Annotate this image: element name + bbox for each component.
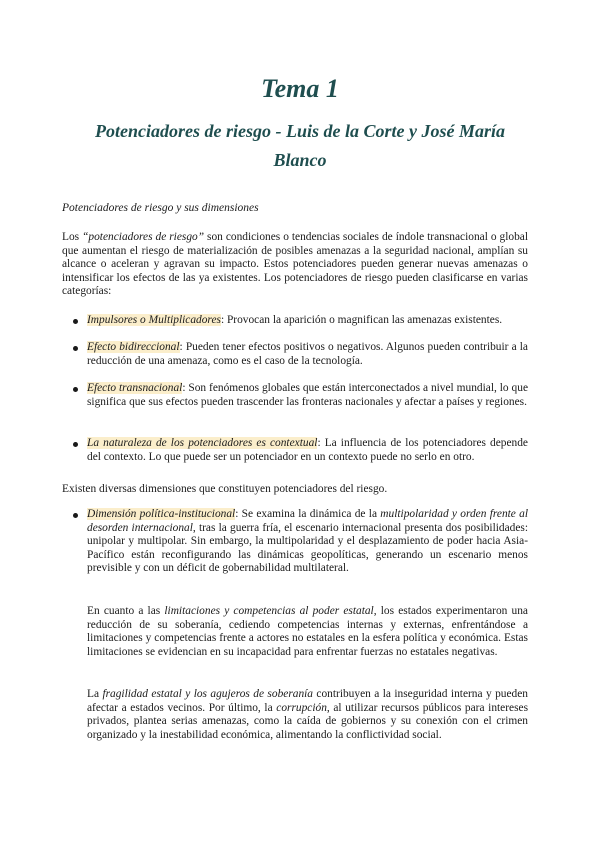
intro-text-2: son condiciones o tendencias sociales de índole transnacional o global que aumentan el riesgo de materialización de posibles amenazas a la seguridad nacional, amplían su alcance o aceleran y agravan su impacto. Estos potenciadores pueden generar nuevas amenazas o intensificar los efectos de las ya existentes. Los potenciadores de riesgo pueden clasificarse en varias categorías: <box>62 231 528 298</box>
bullet-icon <box>73 513 78 518</box>
category-text: : Son fenómenos globales que están interconectados a nivel mundial, lo que significa que sus efectos pueden trascender las fronteras nacionales y afectar a países y regiones. <box>87 382 528 408</box>
dimension-text-2: , tras la guerra fría, el escenario internacional presenta dos posibilidades: unipolar y multipolar. Sin embargo, la multipolaridad y el desplazamiento de poder hacia Asia-Pacífico están reconfigurando las dinámicas geopolíticas, generando un escenario menos previsible y con un déficit de gobernabilidad multilateral. <box>87 521 528 575</box>
page-title: Tema 1 <box>261 74 339 103</box>
category-text: : Pueden tener efectos positivos o negativos. Algunos pueden contribuir a la reducción de una amenaza, como es el caso de la tecnología. <box>87 341 528 367</box>
list-item <box>62 314 528 328</box>
bullet-icon <box>73 387 78 392</box>
list-item <box>62 437 528 464</box>
page-subtitle: Potenciadores de riesgo - Luis de la Corte y José María Blanco <box>95 121 505 170</box>
paragraph-fragility <box>87 688 528 742</box>
category-term: La naturaleza de los potenciadores es contextual <box>87 437 318 449</box>
intro-text-1: Los <box>62 231 83 243</box>
bullet-icon <box>73 346 78 351</box>
paragraph-limitations <box>87 605 528 659</box>
intro-paragraph <box>62 231 528 299</box>
bullet-icon <box>73 442 78 447</box>
list-item <box>62 341 528 368</box>
para2-text-2: , los estados experimentaron una reducción de su soberanía, cediendo competencias internas y externas, enfrentándose a limitaciones y competencias frente a actores no estatales en la esfera política y económica. Estas limitaciones se evidencian en su incapacidad para enfrentar fuerzas no estatales negativas. <box>87 605 528 658</box>
list-item <box>62 382 528 409</box>
category-term: Efecto transnacional <box>87 382 183 394</box>
para2-text-1: En cuanto a las <box>87 605 165 617</box>
dimensions-intro: Existen diversas dimensiones que constituyen potenciadores del riesgo. <box>62 483 388 495</box>
dimension-term: Dimensión política-institucional <box>87 508 236 520</box>
para3-text-1: La <box>87 688 103 700</box>
category-term: Efecto bidireccional <box>87 341 180 353</box>
para2-emphasis: limitaciones y competencias al poder estatal <box>164 605 374 617</box>
para3-text-2: contribuyen a la inseguridad interna y pueden afectar a estados vecinos. Por último, la <box>87 688 528 714</box>
bullet-icon <box>73 319 78 324</box>
category-term: Impulsores o Multiplicadores <box>87 314 221 326</box>
dimension-emphasis: multipolaridad y orden frente al desorden internacional <box>87 508 529 534</box>
dimension-text-1: : Se examina la dinámica de la <box>235 508 381 520</box>
para3-emphasis-2: corrupción <box>276 701 327 714</box>
para3-emphasis-1: fragilidad estatal y los agujeros de soberanía <box>102 688 313 700</box>
section-heading: Potenciadores de riesgo y sus dimensiones <box>62 202 259 214</box>
category-text: : La influencia de los potenciadores depende del contexto. Lo que puede ser un potenciador en un contexto puede no serlo en otro. <box>87 437 528 463</box>
intro-emphasis: “potenciadores de riesgo” <box>82 231 205 243</box>
category-text: : Provocan la aparición o magnifican las amenazas existentes. <box>220 314 503 326</box>
list-item <box>62 508 528 576</box>
para3-text-3: , al utilizar recursos públicos para intereses privados, plantea serias amenazas, como la caída de gobiernos y su conexión con el crimen organizado y la inestabilidad económica, alimentando la conflictividad social. <box>87 701 529 741</box>
